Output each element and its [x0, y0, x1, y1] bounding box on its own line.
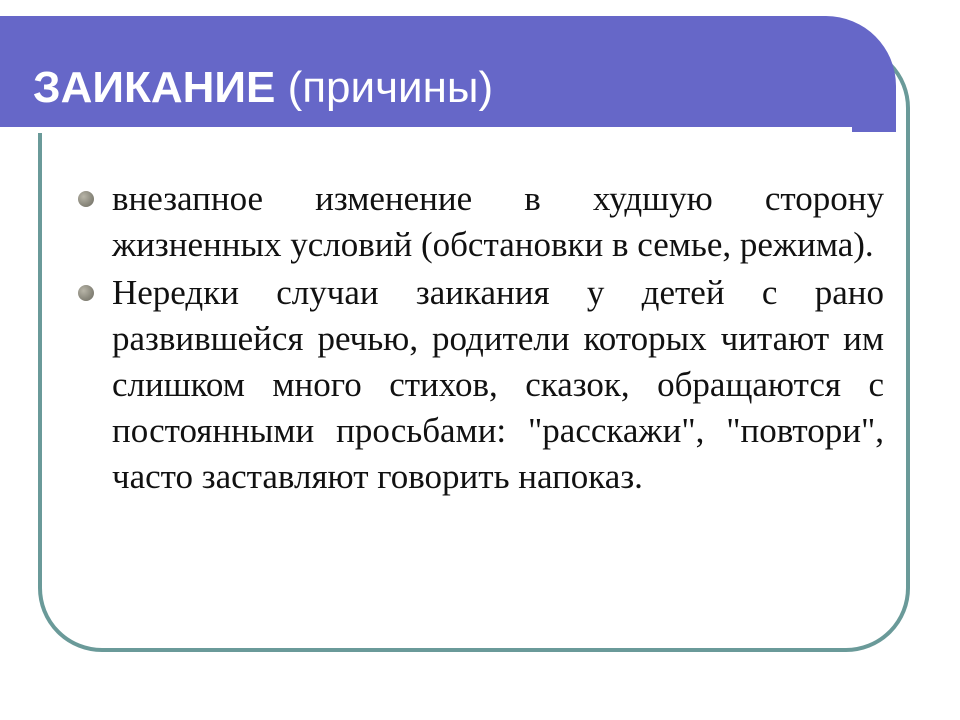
- bullet-dot-icon: [78, 285, 94, 301]
- bullet-item: [78, 176, 884, 268]
- slide-title: [33, 58, 493, 118]
- title-main: ЗАИКАНИЕ: [33, 63, 276, 112]
- title-underline: [0, 127, 852, 133]
- bullet-text: внезапное изменение в худшую сторону жизненных условий (обстановки в семье, режима).: [112, 179, 884, 264]
- bullet-item: [78, 270, 884, 500]
- bullet-list: [78, 176, 884, 502]
- title-sub: (причины): [275, 63, 494, 112]
- bullet-dot-icon: [78, 191, 94, 207]
- title-bar: [0, 16, 896, 132]
- bullet-text: Нередки случаи заикания у детей с рано развившейся речью, родители которых читают им слишком много стихов, сказок, обращаются с постоянными просьбами: "расскажи", "повтори", часто заставляют говорить напоказ.: [112, 273, 884, 496]
